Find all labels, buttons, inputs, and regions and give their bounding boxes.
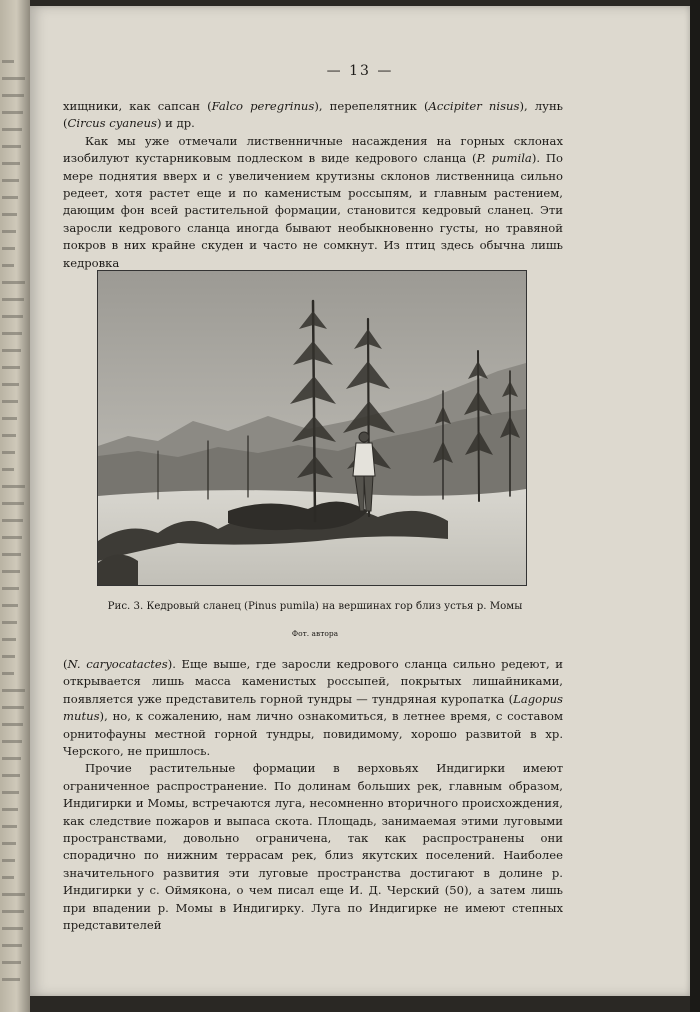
text-run: ), но, к сожалению, нам лично ознакомиться, в летнее время, с составом орнитофауны местной горной тундры, повидимому, хорошо развитой в хр. Черского, не пришлось.: [63, 709, 563, 759]
text-run: ) и др.: [156, 116, 195, 131]
text-run: (: [63, 657, 68, 671]
latin-species-name: Falco peregrinus: [211, 99, 315, 113]
page-number: — 13 —: [326, 63, 394, 79]
latin-species-name: Lagopus mutus: [63, 691, 563, 724]
text-run: ). Еще выше, где заросли кедрового сланца сильно редеют, и открывается лишь масса каменистых россыпей, покрытых лишайниками, появляется уже представитель горной тундры — тундряная куропатка (: [63, 657, 563, 706]
paragraph: [63, 98, 563, 133]
text-run: ), лунь (: [63, 99, 563, 131]
figure-credit: Фот. автора: [291, 629, 339, 638]
text-run: ). По мере поднятия вверх и с увеличением крутизны склонов лиственница сильно редеет, хотя растет еще и по каменистым россыпям, и главным растением, дающим фон всей растительной формации, становится кедровый сланец. Эти заросли кедрового сланца иногда бывают необыкновенно густы, но травяной покров в них крайне скуден и часто не сомкнут. Из птиц здесь обычна лишь кедровка: [63, 151, 563, 270]
paragraph: [63, 656, 563, 760]
text-run: ), перепелятник (: [314, 99, 429, 113]
latin-species-name: N. caryocatactes: [67, 657, 168, 671]
text-run: Прочие растительные формации в верховьях Индигирки имеют ограниченное распространение. По долинам больших рек, главным образом, Индигирки и Момы, встречаются луга, несомненно вторичного происхождения, как следствие пожаров и выпаса скота. Площадь, занимаемая этими луговыми пространствами, довольно ограничена, так как распространены они спорадично по нижним террасам рек, близ якутских поселений. Наиболее значительного развития эти луговые пространства достигают в долине р. Индигирки у с. Оймякона, о чем писал еще И. Д. Черский (50), а затем лишь при впадении р. Момы в Индигирку. Луга по Индигирке не имеют степных представителей: [63, 761, 563, 933]
latin-species-name: Circus cyaneus: [67, 116, 157, 131]
figure-caption: Рис. 3. Кедровый сланец (Pinus pumila) на вершинах гор близ устья р. Момы: [107, 601, 523, 612]
page-edge-shadow: [690, 0, 700, 1012]
paragraph: [63, 760, 563, 934]
figure-photo-dwarf-pine: [97, 270, 527, 586]
paragraph: [63, 133, 563, 272]
text-run: Как мы уже отмечали лиственничные насаждения на горных склонах изобилуют кустарниковым подлеском в виде кедрового сланца (: [63, 133, 563, 166]
text-block-bottom: [63, 656, 563, 935]
text-block-top: [63, 98, 563, 272]
facing-page-edge: [0, 0, 30, 1012]
latin-species-name: P. pumila: [476, 151, 532, 166]
book-page: [30, 6, 690, 996]
latin-species-name: Accipiter nisus: [428, 99, 520, 113]
text-run: хищники, как сапсан (: [63, 99, 212, 113]
